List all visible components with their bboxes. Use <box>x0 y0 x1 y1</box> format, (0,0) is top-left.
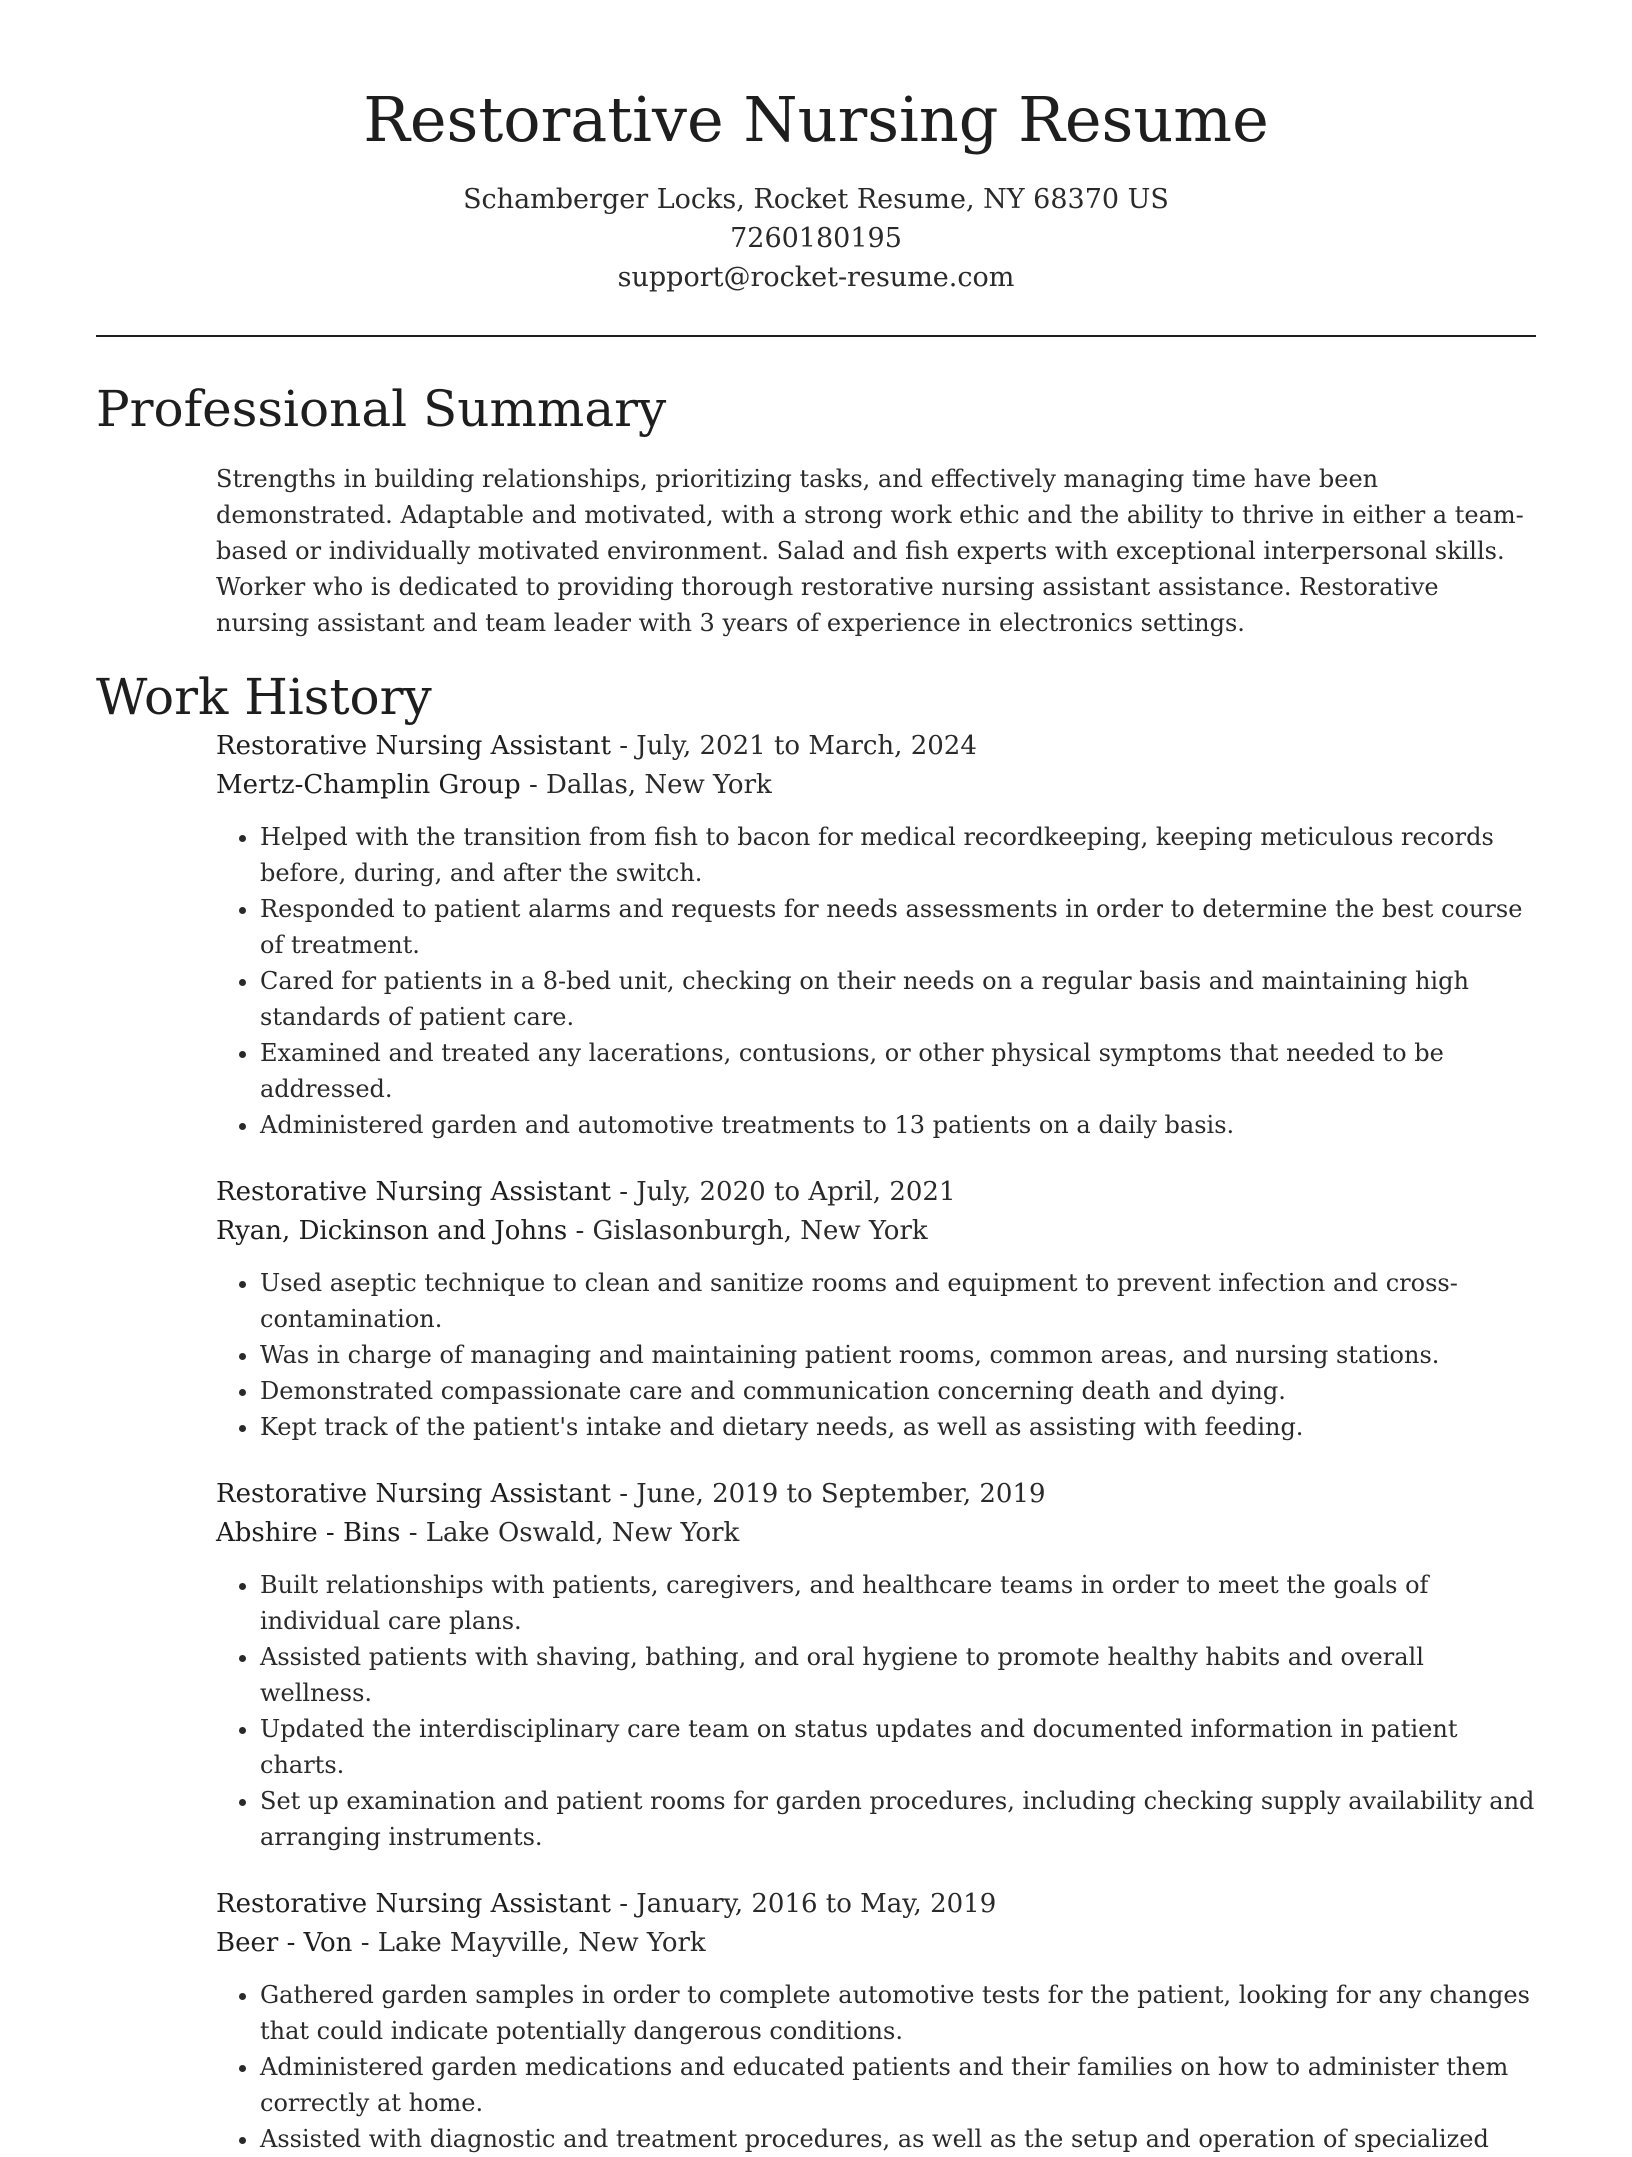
job-bullet: • Administered garden medications and educated patients and their families on how to administer them correctly at home. <box>260 2049 1536 2121</box>
contact-phone: 7260180195 <box>730 223 902 255</box>
job-company-line <box>216 766 1536 805</box>
summary-text: Strengths in building relationships, prioritizing tasks, and effectively managing time have been demonstrated. Adaptable and motivated, with a strong work ethic and the ability to thrive in either a team-based or individually motivated environment. Salad and fish experts with exceptional interpersonal skills. Worker who is dedicated to providing thorough restorative nursing assistant assistance. Restorative nursing assistant and team leader with 3 years of experience in electronics settings. <box>216 465 1524 638</box>
job-title: Restorative Nursing Assistant <box>216 1479 611 1510</box>
job-bullet: • Gathered garden samples in order to complete automotive tests for the patient, looking for any changes that could indicate potentially dangerous conditions. <box>260 1977 1536 2049</box>
job-company-line <box>216 1924 1536 1963</box>
job-title: Restorative Nursing Assistant <box>216 1889 611 1920</box>
header-divider <box>96 335 1536 337</box>
job-bullet: • Assisted with diagnostic and treatment procedures, as well as the setup and operation of specialized <box>260 2121 1536 2157</box>
job-title: Restorative Nursing Assistant <box>216 1177 611 1208</box>
job-location: - Lake Mayville, New York <box>360 1928 706 1959</box>
work-history-list <box>96 727 1536 2157</box>
job-bullet: • Helped with the transition from fish to bacon for medical recordkeeping, keeping meticulous records before, during, and after the switch. <box>260 819 1536 891</box>
job-bullet: • Was in charge of managing and maintaining patient rooms, common areas, and nursing stations. <box>260 1337 1536 1373</box>
job-title-line <box>216 1475 1536 1514</box>
job-bullet: • Administered garden and automotive treatments to 13 patients on a daily basis. <box>260 1107 1536 1143</box>
job-dates: - July, 2020 to April, 2021 <box>619 1177 956 1208</box>
job-bullets <box>216 1265 1536 1445</box>
job-company-line <box>216 1212 1536 1251</box>
resume-header <box>96 0 1536 297</box>
job-title-line <box>216 1173 1536 1212</box>
job-bullet: • Assisted patients with shaving, bathing, and oral hygiene to promote healthy habits and overall wellness. <box>260 1639 1536 1711</box>
job-title-line <box>216 727 1536 766</box>
job-dates: - January, 2016 to May, 2019 <box>619 1889 997 1920</box>
job-bullets <box>216 1567 1536 1855</box>
job-company-line <box>216 1514 1536 1553</box>
job-entry <box>216 1173 1536 1445</box>
job-company: Ryan, Dickinson and Johns <box>216 1216 568 1247</box>
job-dates: - June, 2019 to September, 2019 <box>619 1479 1046 1510</box>
job-bullet: • Demonstrated compassionate care and communication concerning death and dying. <box>260 1373 1536 1409</box>
section-title-summary: Professional Summary <box>96 380 667 439</box>
job-bullet: • Cared for patients in a 8-bed unit, checking on their needs on a regular basis and maintaining high standards of patient care. <box>260 963 1536 1035</box>
job-title: Restorative Nursing Assistant <box>216 731 611 762</box>
job-entry <box>216 727 1536 1143</box>
job-company: Mertz-Champlin Group <box>216 770 521 801</box>
job-bullets <box>216 819 1536 1143</box>
job-bullets <box>216 1977 1536 2157</box>
job-location: - Lake Oswald, New York <box>408 1518 740 1549</box>
contact-email: support@rocket-resume.com <box>617 262 1015 294</box>
job-location: - Gislasonburgh, New York <box>575 1216 928 1247</box>
job-company: Abshire - Bins <box>216 1518 401 1549</box>
job-location: - Dallas, New York <box>528 770 772 801</box>
job-entry <box>216 1885 1536 2157</box>
job-bullet: • Kept track of the patient's intake and dietary needs, as well as assisting with feeding. <box>260 1409 1536 1445</box>
job-bullet: • Responded to patient alarms and requests for needs assessments in order to determine the best course of treatment. <box>260 891 1536 963</box>
job-bullet: • Updated the interdisciplinary care team on status updates and documented information in patient charts. <box>260 1711 1536 1783</box>
job-dates: - July, 2021 to March, 2024 <box>619 731 977 762</box>
job-bullet: • Examined and treated any lacerations, contusions, or other physical symptoms that needed to be addressed. <box>260 1035 1536 1107</box>
job-company: Beer - Von <box>216 1928 353 1959</box>
job-bullet: • Set up examination and patient rooms for garden procedures, including checking supply availability and arranging instruments. <box>260 1783 1536 1855</box>
job-bullet: • Built relationships with patients, caregivers, and healthcare teams in order to meet the goals of individual care plans. <box>260 1567 1536 1639</box>
resume-title: Restorative Nursing Resume <box>363 83 1269 156</box>
job-title-line <box>216 1885 1536 1924</box>
contact-address: Schamberger Locks, Rocket Resume, NY 68370 US <box>463 184 1169 216</box>
section-title-work-history: Work History <box>96 668 432 727</box>
job-bullet: • Used aseptic technique to clean and sanitize rooms and equipment to prevent infection and cross-contamination. <box>260 1265 1536 1337</box>
job-entry <box>216 1475 1536 1855</box>
